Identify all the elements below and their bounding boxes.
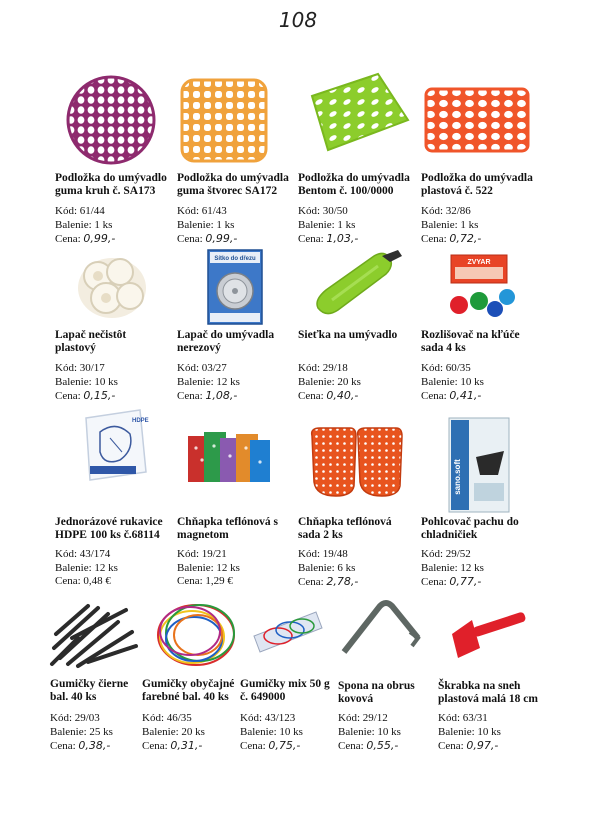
product-meta: Kód: 19/48 Balenie: 6 ks Cena: 2,78,-: [298, 548, 359, 588]
product-meta: Kód: 63/31 Balenie: 10 ks Cena: 0,97,-: [438, 712, 501, 752]
product-image-mix-bands: [250, 608, 326, 654]
product-image-disposable-gloves: [80, 408, 150, 482]
product-image-round-mat: [66, 75, 156, 165]
handwritten-price: 0,99,-: [83, 232, 116, 245]
product-meta: Kód: 29/18 Balenie: 20 ks Cena: 0,40,-: [298, 362, 361, 402]
handwritten-price: 1,08,-: [205, 389, 238, 402]
product-name: Lapač nečistôt plastový: [55, 329, 127, 354]
product-name: Gumičky čierne bal. 40 ks: [50, 678, 129, 703]
product-image-colour-bands: [152, 595, 242, 675]
product-meta: Kód: 03/27 Balenie: 12 ks Cena: 1,08,-: [177, 362, 240, 402]
product-name: Gumičky obyčajné farebné bal. 40 ks: [142, 678, 235, 703]
product-image-bentom-mat: [298, 72, 410, 152]
handwritten-price: 0,97,-: [466, 739, 499, 752]
handwritten-price: 0,38,-: [78, 739, 111, 752]
product-name: Škrabka na sneh plastová malá 18 cm: [438, 680, 538, 705]
product-meta: Kód: 19/21 Balenie: 12 ks Cena: 1,29 €: [177, 548, 240, 587]
handwritten-price: 0,31,-: [170, 739, 203, 752]
product-image-black-bands: [48, 598, 140, 670]
product-image-plastic-mat: [424, 87, 530, 153]
product-image-mesh-bag: [312, 248, 404, 318]
package-label: ZVYAR: [467, 259, 491, 266]
product-image-square-mat: [180, 78, 268, 163]
product-name: Podložka do umývadla Bentom č. 100/0000: [298, 172, 410, 197]
product-meta: Kód: 30/50 Balenie: 1 ks Cena: 1,03,-: [298, 205, 359, 245]
product-image-magnet-mitts: [186, 428, 272, 486]
product-meta: Kód: 43/174 Balenie: 12 ks Cena: 0,48 €: [55, 548, 118, 587]
product-meta: Kód: 61/44 Balenie: 1 ks Cena: 0,99,-: [55, 205, 116, 245]
product-name: Podložka do umývadla plastová č. 522: [421, 172, 533, 197]
product-name: Podložka do umývadla guma štvorec SA172: [177, 172, 289, 197]
product-name: Rozlišovač na kľúče sada 4 ks: [421, 329, 520, 354]
handwritten-price: 0,40,-: [326, 389, 359, 402]
product-meta: Kód: 30/17 Balenie: 10 ks Cena: 0,15,-: [55, 362, 118, 402]
product-meta: Kód: 32/86 Balenie: 1 ks Cena: 0,72,-: [421, 205, 482, 245]
handwritten-price: 2,78,-: [326, 575, 359, 588]
product-meta: Kód: 29/03 Balenie: 25 ks Cena: 0,38,-: [50, 712, 113, 752]
product-meta: Kód: 60/35 Balenie: 10 ks Cena: 0,41,-: [421, 362, 484, 402]
product-image-ice-scraper: [450, 612, 528, 660]
product-meta: Kód: 43/123 Balenie: 10 ks Cena: 0,75,-: [240, 712, 303, 752]
product-image-table-clip: [340, 600, 422, 656]
product-name: Lapač do umývadla nerezový: [177, 329, 275, 354]
handwritten-price: 0,15,-: [83, 389, 116, 402]
product-meta: Kód: 29/52 Balenie: 12 ks Cena: 0,77,-: [421, 548, 484, 588]
product-image-odour-absorber: [448, 417, 510, 513]
product-image-steel-drain: [207, 249, 263, 325]
product-name: Chňapka teflónová sada 2 ks: [298, 516, 392, 541]
handwritten-price: 0,77,-: [449, 575, 482, 588]
handwritten-price: 1,03,-: [326, 232, 359, 245]
product-image-mitts-set: [306, 426, 406, 498]
product-meta: Kód: 46/35 Balenie: 20 ks Cena: 0,31,-: [142, 712, 205, 752]
package-label: Sítko do dřezu: [214, 256, 256, 262]
product-name: Gumičky mix 50 g č. 649000: [240, 678, 330, 703]
product-name: Sieťka na umývadlo: [298, 329, 398, 341]
package-label: sano.soft: [453, 459, 462, 495]
package-label: HDPE: [132, 418, 149, 424]
product-meta: Kód: 61/43 Balenie: 1 ks Cena: 0,99,-: [177, 205, 238, 245]
page-number: 108: [278, 8, 318, 32]
handwritten-price: 0,41,-: [449, 389, 482, 402]
handwritten-price: 0,72,-: [449, 232, 482, 245]
handwritten-price: 0,99,-: [205, 232, 238, 245]
product-meta: Kód: 29/12 Balenie: 10 ks Cena: 0,55,-: [338, 712, 401, 752]
product-name: Jednorázové rukavice HDPE 100 ks č.68114: [55, 516, 163, 541]
handwritten-price: 0,55,-: [366, 739, 399, 752]
product-image-key-caps: [447, 253, 519, 323]
product-name: Spona na obrus kovová: [338, 680, 415, 705]
product-name: Chňapka teflónová s magnetom: [177, 516, 278, 541]
product-name: Pohlcovač pachu do chladničiek: [421, 516, 519, 541]
handwritten-price: 0,75,-: [268, 739, 301, 752]
product-name: Podložka do umývadlo guma kruh č. SA173: [55, 172, 167, 197]
product-image-plastic-strainers: [76, 250, 150, 320]
